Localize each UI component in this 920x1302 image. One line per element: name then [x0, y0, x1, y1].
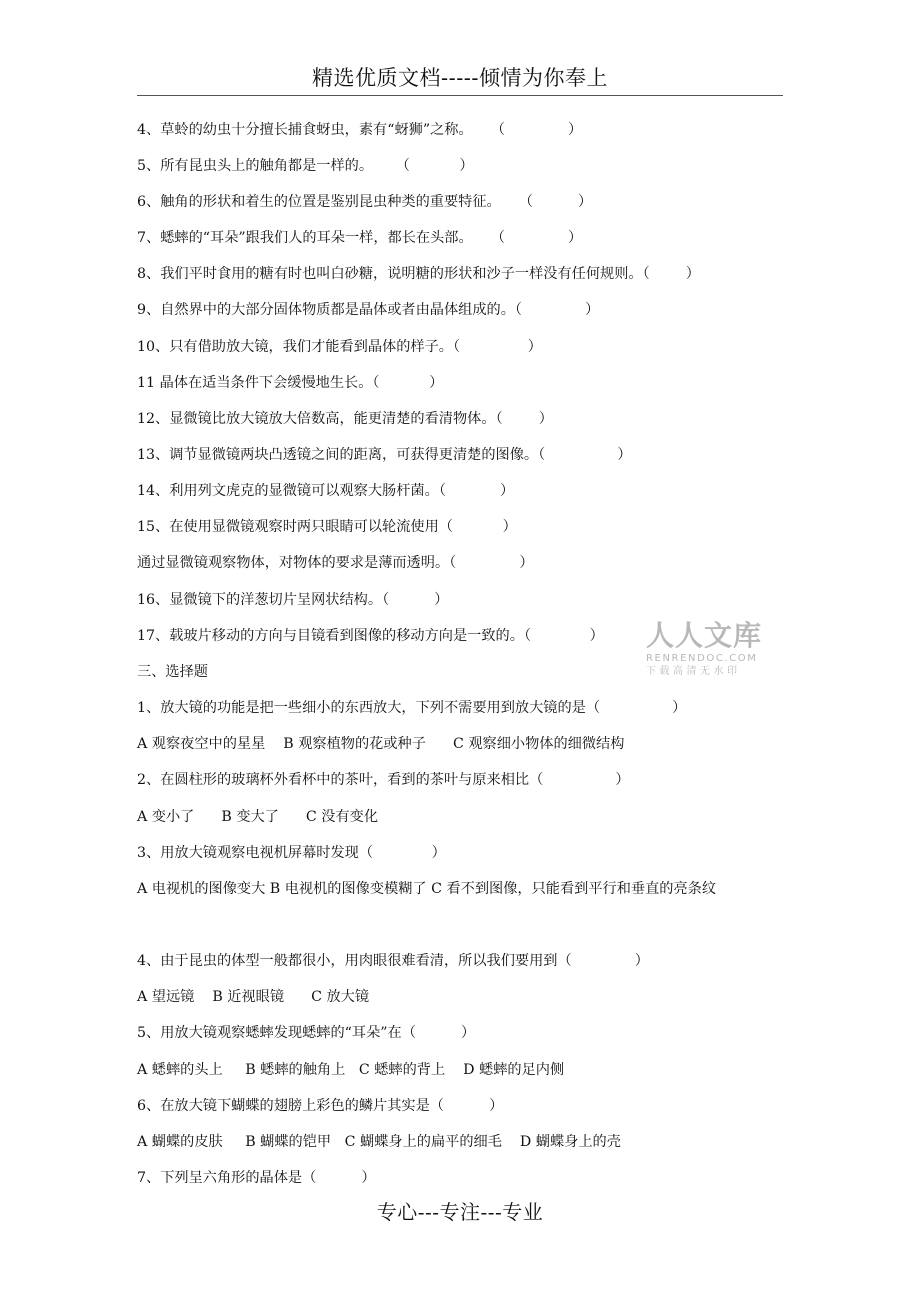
watermark-tagline: 下载高清无水印 [646, 666, 741, 677]
judgement-item-6: 6、触角的形状和着生的位置是鉴别昆虫种类的重要特征。 （ ） [137, 194, 593, 210]
judgement-item-14: 14、利用列文虎克的显微镜可以观察大肠杆菌。（ ） [137, 483, 515, 499]
judgement-item-8: 8、我们平时食用的糖有时也叫白砂糖，说明糖的形状和沙子一样没有任何规则。（ ） [137, 266, 700, 282]
judgement-item-15b: 通过显微镜观察物体，对物体的要求是薄而透明。（ ） [137, 555, 534, 571]
judgement-item-4: 4、草蛉的幼虫十分擅长捕食蚜虫，素有“蚜狮”之称。 （ ） [137, 122, 583, 138]
choice-options-6: A 蝴蝶的皮肤 B 蝴蝶的铠甲 C 蝴蝶身上的扁平的细毛 D 蝴蝶身上的壳 [137, 1134, 621, 1150]
judgement-item-10: 10、只有借助放大镜，我们才能看到晶体的样子。（ ） [137, 339, 542, 355]
choice-options-4: A 望远镜 B 近视眼镜 C 放大镜 [137, 989, 370, 1005]
judgement-item-9: 9、自然界中的大部分固体物质都是晶体或者由晶体组成的。（ ） [137, 302, 600, 318]
choice-question-4: 4、由于昆虫的体型一般都很小，用肉眼很难看清，所以我们要用到（ ） [137, 953, 649, 969]
judgement-item-15: 15、在使用显微镜观察时两只眼睛可以轮流使用（ ） [137, 519, 517, 535]
watermark [646, 620, 776, 678]
page-header: 精选优质文档-----倾情为你奉上 [312, 66, 608, 90]
section-title: 三、选择题 [137, 664, 208, 680]
choice-question-7: 7、下列呈六角形的晶体是（ ） [137, 1170, 376, 1186]
watermark-domain: RENRENDOC.COM [646, 653, 758, 664]
judgement-item-7: 7、蟋蟀的“耳朵”跟我们人的耳朵一样，都长在头部。 （ ） [137, 230, 583, 246]
header-divider [137, 95, 783, 96]
judgement-item-5: 5、所有昆虫头上的触角都是一样的。 （ ） [137, 158, 474, 174]
judgement-item-13: 13、调节显微镜两块凸透镜之间的距离，可获得更清楚的图像。（ ） [137, 447, 632, 463]
choice-question-3: 3、用放大镜观察电视机屏幕时发现（ ） [137, 845, 446, 861]
choice-question-6: 6、在放大镜下蝴蝶的翅膀上彩色的鳞片其实是（ ） [137, 1098, 504, 1114]
choice-options-1: A 观察夜空中的星星 B 观察植物的花或种子 C 观察细小物体的细微结构 [137, 736, 625, 752]
judgement-item-17: 17、载玻片移动的方向与目镜看到图像的移动方向是一致的。（ ） [137, 628, 604, 644]
choice-options-3: A 电视机的图像变大 B 电视机的图像变模糊了 C 看不到图像，只能看到平行和垂直的亮条纹 [137, 881, 717, 897]
choice-options-5: A 蟋蟀的头上 B 蟋蟀的触角上 C 蟋蟀的背上 D 蟋蟀的足内侧 [137, 1062, 565, 1078]
judgement-item-12: 12、显微镜比放大镜放大倍数高，能更清楚的看清物体。（ ） [137, 411, 553, 427]
choice-options-2: A 变小了 B 变大了 C 没有变化 [137, 809, 379, 825]
choice-question-2: 2、在圆柱形的玻璃杯外看杯中的茶叶，看到的茶叶与原来相比（ ） [137, 772, 630, 788]
choice-question-5: 5、用放大镜观察蟋蟀发现蟋蟀的“耳朵”在（ ） [137, 1025, 476, 1041]
judgement-item-11: 11 晶体在适当条件下会缓慢地生长。（ ） [137, 375, 444, 391]
choice-question-1: 1、放大镜的功能是把一些细小的东西放大，下列不需要用到放大镜的是（ ） [137, 700, 687, 716]
watermark-title: 人人文库 [646, 619, 763, 652]
page-footer: 专心---专注---专业 [376, 1200, 544, 1224]
judgement-item-16: 16、显微镜下的洋葱切片呈网状结构。（ ） [137, 592, 449, 608]
